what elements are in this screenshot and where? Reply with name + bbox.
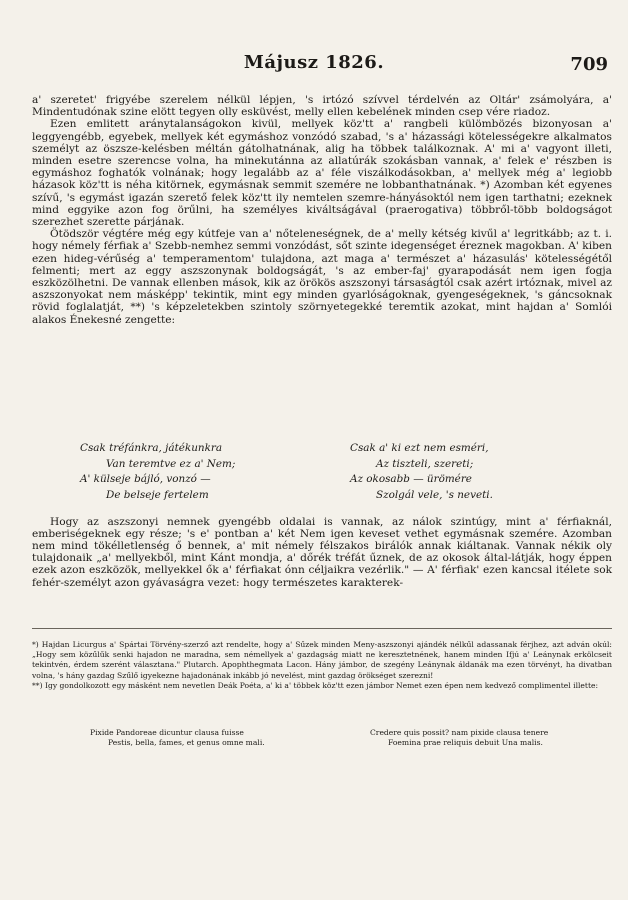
poem-line: Az tiszteli, szereti; <box>376 457 474 470</box>
main-text <box>32 94 612 326</box>
poem-line: De belseje fertelem <box>106 488 209 501</box>
verse-line: Foemina prae reliquis debuit Una malis. <box>388 738 543 748</box>
poem-line: A' külseje bájló, vonzó — <box>80 473 211 485</box>
poem-line: Szolgál vele, 's neveti. <box>376 488 493 501</box>
poem-line: Az okosabb — ürömére <box>350 473 472 485</box>
poem-quotation <box>80 441 588 503</box>
poem-left-stanza <box>80 441 340 503</box>
verse-line: Pestis, bella, fames, et genus omne mali. <box>108 738 265 748</box>
page-number: 709 <box>570 54 608 75</box>
poem-line: Csak a' ki ezt nem esméri, <box>350 442 489 454</box>
poem-line: Van teremtve ez a' Nem; <box>106 457 236 470</box>
verse-line: Credere quis possit? nam pixide clausa tenere <box>370 728 549 737</box>
verse-line: Pixide Pandoreae dicuntur clausa fuisse <box>90 728 244 737</box>
paragraph: Ezen emlitett aránytalanságokon kivül, mellyek köz'tt a' rangbeli külömbözés bizonyosan a' leggyengébb, egyebek, mellyek két egymáshoz vonzódó szabad, 's a' házassági kötelességekre alkalmatos személyt az öszsze-kelésben méltán gátolhatnának, alig ha többek találkoznak. A' mi a' vagyont illeti, minden esetre szerencse volna, ha minekutánna az allatúrák szokásban vannak, a' felek e' részben is egymáshoz foghatók volnának; hogy legalább az a' féle viszálkodásokban, a' mellyek még a' legiobb házasok köz'tt is néha kitörnek, egymásnak semmit szemére ne lobbanthatnának. *) Azomban két egyenes szívű, 's egymást igazán szerető felek köz'tt ily nemtelen szemre-hányásoktól nem igen tarthatni; ezeknek mind eggyike azon fog örűlni, ha személyes kiváltságával (praerogativa) többről-több boldogságot szerezhet szerette párjának. <box>32 118 612 229</box>
page-header <box>0 52 628 82</box>
footnote-divider <box>32 628 612 629</box>
main-text-continued <box>32 505 612 599</box>
paragraph: Hogy az aszszonyi nemnek gyengébb oldalai is vannak, az nálok szintúgy, mint a' férfiaknál, emberiségeknek egy része; 's e' pontban a' két Nem igen keveset vethet egymásnak szemére. Azomban nem mind tökélletlenség ő bennek, a' mit némely félszakos birálók annak kiáltanak. Vannak nékik oly tulajdonaik „a' mellyekből, mint Kánt mondja, a' dőrék tréfát űznek, de az okosok által-látják, hogy éppen ezek azon eszközök, mellyekkel ők a' férfiakat ónn céljaikra vezérlik." — A' férfiak' ezen kancsal itélete sok fehér-személyt azon gyávaságra vezet: hogy természetes karakterek- <box>32 515 612 589</box>
footnote: **) Igy gondolkozott egy másként nem nevetlen Deák Poéta, a' ki a' többek köz'tt ezen jámbor Nemet ezen épen nem kedvező complimentel illette: <box>32 680 599 690</box>
running-head: Májusz 1826. <box>243 52 385 73</box>
footnote: *) Hajdan Licurgus a' Spártai Törvény-szerző azt rendelte, hogy a' Sűzek minden Meny-aszszonyi ajándék nélkűl adassanak férjhez, azt adván okúl: „Hogy sem közűlűk senki hajadon ne maradna, sem némellyek a' gazdagság miatt ne keresztetnének, hanem minden Ifjú a' Leánynak erkölcseit tekintvén, érdem szerént választana." Plutarch. Apophthegmata Lacon. Hány jámbor, de szegény Leánynak áldanák ma ezen törvényt, ha divatban volna, 's hány gazdag Szűlő igyekezne hajadonának inkább jó nevelést, mint gazdag örökséget szerezni! <box>32 640 612 680</box>
poem-right-stanza <box>350 441 590 503</box>
paragraph-continuation: a' szeretet' frigyébe szerelem nélkül lépjen, 's irtózó szívvel térdelvén az Oltár' zsámolyára, a' Mindentudónak szine elött tegyen olly esküvést, melly ellen kebelének minden csep vére riadoz. <box>32 94 612 119</box>
footnotes <box>32 640 612 691</box>
paragraph: Ötödször végtére még egy kútfeje van a' nőteleneségnek, de a' melly kétség kivűl a' legritkább; az t. i. hogy némely férfiak a' Szebb-nemhez semmi vonzódást, sőt szinte idegenséget éreznek magokban. A' kiben ezen hideg-vérűség a' temperamentom' tulajdona, azt maga a' természet a' házasulás' kötelességétől felmenti; mert az eggy aszszonynak boldogságát, 's az ember-faj' gyarapodását nem igen fogja eszközölhetni. De vannak ellenben mások, kik az örökös aszszonyi társaságtól csak azért irtóznak, mivel az aszszonyokat nem másképp' tekintik, mint egy minden gyarlóságoknak, gyengeségeknek, 's gáncsoknak rövid foglalatját, **) 's képzeletekben szintoly szörnyetegekké teremtik azokat, mint hajdan a' Somlói alakos Énekesné zengette: <box>32 228 612 326</box>
latin-verse-left <box>90 728 350 748</box>
poem-line: Csak tréfánkra, játékunkra <box>80 442 223 454</box>
latin-verse-right <box>370 728 610 748</box>
